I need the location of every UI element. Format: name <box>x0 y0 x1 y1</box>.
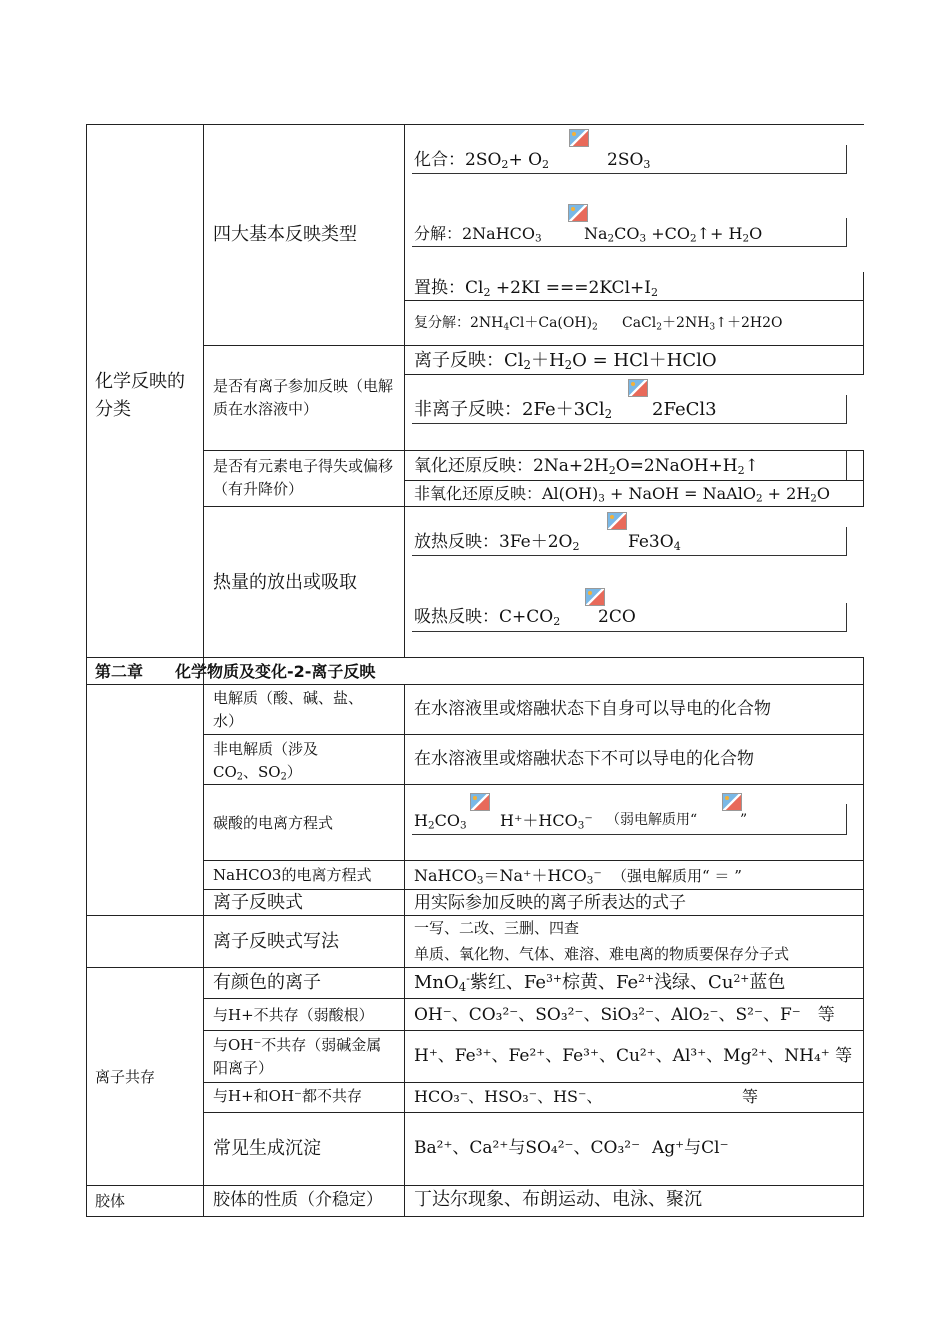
row-sep <box>203 345 404 346</box>
colloid-properties: 丁达尔现象、布朗运动、电泳、聚沉 <box>414 1189 702 1210</box>
label-redox: 是否有元素电子得失或偏移（有升降价） <box>213 457 394 499</box>
row-sep <box>203 1082 864 1083</box>
broken-image-icon <box>470 793 490 811</box>
row-sep <box>203 734 864 735</box>
row-sep <box>86 1185 864 1186</box>
row-sep <box>203 889 864 890</box>
label-nonelectrolyte: 非电解质（涉及$CO_2$、$SO_2$） <box>213 740 319 783</box>
formula-nonionic-product: 2FeCl3 <box>652 399 717 420</box>
ions-precipitates-b: Ag⁺与Cl⁻ <box>652 1138 729 1158</box>
table-border-right-c <box>863 657 864 1217</box>
broken-image-icon <box>585 588 605 606</box>
label-colloid-properties: 胶体的性质（介稳定） <box>213 1190 383 1210</box>
category-reaction-classification: 化学反映的分类 <box>95 371 185 420</box>
broken-image-icon <box>568 204 588 222</box>
label-writing-method: 离子反映式写法 <box>213 931 339 952</box>
formula-ionic: 离子反映：$Cl_2+H_2O$ = HCl＋HClO <box>414 350 717 372</box>
row-sep <box>203 506 404 507</box>
label-heat: 热量的放出或吸取 <box>213 572 357 593</box>
row-sep <box>203 1112 864 1113</box>
eq-carbonic-rhs: $H^++HCO_3^-$ <box>500 811 593 832</box>
row-sep <box>86 967 864 968</box>
def-electrolyte: 在水溶液里或熔融状态下自身可以导电的化合物 <box>414 699 771 719</box>
broken-image-icon <box>607 512 627 530</box>
label-oh-incompatible: 与OH⁻不共存（弱碱金属阳离子） <box>213 1036 382 1078</box>
label-ionic-participation: 是否有离子参加反映（电解质在水溶液中） <box>213 377 394 419</box>
eq-nahco3: $NaHCO_3=Na^++HCO_3^-$ <box>414 866 602 887</box>
row-sep <box>203 998 864 999</box>
row-sep <box>404 345 864 346</box>
formula-double-decomposition: 复分解：$2NH_4Cl+Ca(OH)_2$ <box>414 315 598 333</box>
formula-exothermic-product: $Fe3O_4$ <box>628 532 681 553</box>
row-sep <box>86 684 864 685</box>
writing-step-2: 单质、氧化物、气体、难溶、难电离的物质要保存分子式 <box>414 945 790 963</box>
table-border-right-a <box>863 272 864 374</box>
row-sep <box>203 1030 864 1031</box>
row-sep <box>404 300 864 301</box>
category-coexistence: 离子共存 <box>95 1068 156 1086</box>
broken-image-icon <box>722 793 742 811</box>
note-carbonic: （弱电解质用“ <box>606 812 698 828</box>
formula-double-decomposition-product: $CaCl_2+2NH_3↑+2H2O$ <box>622 315 783 333</box>
formula-decomposition-product: $Na_2CO_3$ $+CO_2↑+ H_2O$ <box>584 224 763 245</box>
note-nahco3: （强电解质用“ ＝ ” <box>612 867 742 885</box>
ions-h-incompatible: OH⁻、CO₃²⁻、SO₃²⁻、SiO₃²⁻、AlO₂⁻、S²⁻、F⁻ 等 <box>414 1005 835 1025</box>
category-colloid: 胶体 <box>95 1192 126 1210</box>
table-border-bottom <box>86 1216 864 1217</box>
chapter-title: 第二章 化学物质及变化-2-离子反映 <box>95 662 376 681</box>
label-ion-equation: 离子反映式 <box>213 892 303 913</box>
table-border-left <box>86 124 87 1217</box>
table-divider-2b <box>404 684 405 1217</box>
ions-oh-incompatible: H⁺、Fe³⁺、Fe²⁺、Fe³⁺、Cu²⁺、Al³⁺、Mg²⁺、NH₄⁺ 等 <box>414 1046 853 1066</box>
row-sep <box>203 860 864 861</box>
formula-endothermic: 吸热反映：$C+CO_2$ <box>414 607 561 628</box>
ions-colored: MnO$_4$-紫红、$Fe^{3+}$棕黄、$Fe^{2+}$浅绿、$Cu^{2+}$蓝色 <box>414 972 786 994</box>
ions-both-incompatible: HCO₃⁻、HSO₃⁻、HS⁻、 <box>414 1087 603 1106</box>
label-nahco3: NaHCO3的电离方程式 <box>213 866 372 884</box>
row-sep <box>203 450 404 451</box>
table-divider-2a <box>404 124 405 657</box>
formula-combination: 化合：$2SO_2+ O_2$ <box>414 150 550 171</box>
label-colored-ions: 有颜色的离子 <box>213 972 321 993</box>
broken-image-icon <box>569 129 589 147</box>
label-four-types: 四大基本反映类型 <box>213 224 357 245</box>
label-h-incompatible: 与H+不共存（弱酸根） <box>213 1006 374 1024</box>
formula-displacement: 置换：$Cl_2 +2KI ===2KCl+I_2$ <box>414 278 658 299</box>
formula-combination-product: $2SO_3$ <box>607 150 651 171</box>
formula-redox: 氧化还原反映：$2Na+2H_2O=2NaOH+H_2↑$ <box>414 456 759 477</box>
row-sep <box>86 915 864 916</box>
broken-image-icon <box>628 379 648 397</box>
label-electrolyte: 电解质（酸、碱、盐、水） <box>213 689 364 731</box>
writing-step-1: 一写、二改、三删、四查 <box>414 919 580 937</box>
ions-both-etc: 等 <box>742 1087 759 1106</box>
row-sep <box>404 374 864 375</box>
row-sep <box>404 480 864 481</box>
formula-decomposition: 分解：2NaHCO$_3$ <box>414 224 542 245</box>
label-carbonic: 碳酸的电离方程式 <box>213 814 334 832</box>
def-nonelectrolyte: 在水溶液里或熔融状态下不可以导电的化合物 <box>414 749 754 769</box>
label-both-incompatible: 与H+和OH⁻都不共存 <box>213 1087 362 1105</box>
table-border-right-b <box>863 450 864 506</box>
label-precipitates: 常见生成沉淀 <box>213 1138 321 1159</box>
def-ion-equation: 用实际参加反映的离子所表达的式子 <box>414 893 686 913</box>
formula-exothermic: 放热反映：$3Fe+2O_2$ <box>414 532 580 553</box>
eq-carbonic-lhs: $H_2CO_3$ <box>414 811 467 832</box>
ions-precipitates: Ba²⁺、Ca²⁺与SO₄²⁻、CO₃²⁻ <box>414 1138 641 1158</box>
row-sep <box>404 506 864 507</box>
formula-endothermic-product: 2CO <box>598 607 636 627</box>
formula-nonionic: 非离子反映：$2Fe+3Cl_2$ <box>414 399 613 421</box>
formula-nonredox: 非氧化还原反映：$Al(OH)_3$ + NaOH = NaAlO$_2$ + $2H_2O$ <box>414 484 831 505</box>
table-border-top <box>86 124 864 125</box>
note-carbonic-end: ” <box>740 812 748 828</box>
row-sep <box>86 657 864 658</box>
